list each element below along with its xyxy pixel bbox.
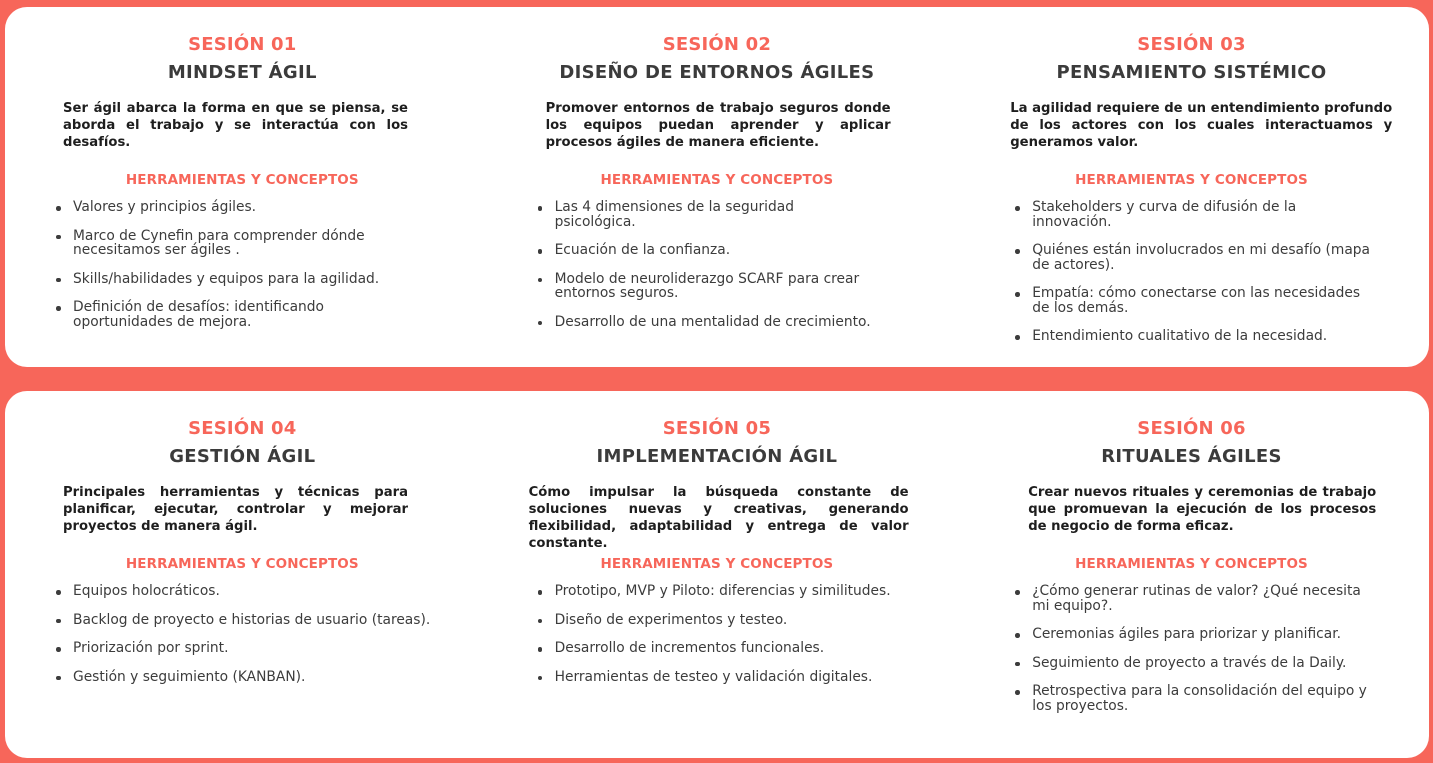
list-item: Herramientas de testeo y validación digitales. [538,670,898,685]
session-title: DISEÑO DE ENTORNOS ÁGILES [559,62,875,83]
list-item: Equipos holocráticos. [56,584,436,599]
concept-list [56,200,396,343]
list-item: Prototipo, MVP y Piloto: diferencias y similitudes. [538,584,898,599]
session-number: SESIÓN 02 [662,34,772,55]
concept-list [56,584,436,698]
session-card [954,391,1429,758]
session-title: PENSAMIENTO SISTÉMICO [1056,62,1327,83]
session-description: Promover entornos de trabajo seguros donde los equipos puedan aprender y aplicar procesos ágiles de manera eficiente. [545,101,891,150]
tools-heading: HERRAMIENTAS Y CONCEPTOS [125,172,359,188]
list-item: Priorización por sprint. [56,641,436,656]
list-item: Seguimiento de proyecto a través de la Daily. [1015,656,1370,671]
session-number: SESIÓN 01 [188,34,297,55]
tools-heading: HERRAMIENTAS Y CONCEPTOS [1075,172,1308,188]
session-number: SESIÓN 05 [662,418,772,439]
session-card [5,391,480,758]
list-item: Skills/habilidades y equipos para la agilidad. [56,272,396,287]
session-description: Cómo impulsar la búsqueda constante de soluciones nuevas y creativas, generando flexibilidad, adaptabilidad y entrega de valor constante. [528,485,909,551]
list-item: Definición de desafíos: identificando oportunidades de mejora. [56,300,396,329]
list-item: Las 4 dimensiones de la seguridad psicológica. [538,200,878,229]
list-item: ¿Cómo generar rutinas de valor? ¿Qué necesita mi equipo?. [1015,584,1370,613]
session-description: Principales herramientas y técnicas para planificar, ejecutar, controlar y mejorar proyectos de manera ágil. [63,485,408,534]
session-description: La agilidad requiere de un entendimiento profundo de los actores con los cuales interactuamos y generamos valor. [1010,101,1393,150]
session-card [480,391,955,758]
concept-list [1015,200,1370,358]
list-item: Quiénes están involucrados en mi desafío (mapa de actores). [1015,243,1370,272]
list-item: Modelo de neuroliderazgo SCARF para crear entornos seguros. [538,272,878,301]
session-number: SESIÓN 04 [188,418,297,439]
list-item: Valores y principios ágiles. [56,200,396,215]
list-item: Diseño de experimentos y testeo. [538,613,898,628]
list-item: Marco de Cynefin para comprender dónde necesitamos ser ágiles . [56,229,396,258]
session-card [480,7,955,367]
session-description: Crear nuevos rituales y ceremonias de trabajo que promuevan la ejecución de los procesos de negocio de forma eficaz. [1028,485,1377,534]
session-description: Ser ágil abarca la forma en que se piensa, se aborda el trabajo y se interactúa con los desafíos. [63,101,408,150]
session-number: SESIÓN 03 [1137,34,1246,55]
session-card [5,7,480,367]
concept-list [538,584,898,698]
session-title: MINDSET ÁGIL [167,62,317,83]
list-item: Ceremonias ágiles para priorizar y planificar. [1015,627,1370,642]
tools-heading: HERRAMIENTAS Y CONCEPTOS [125,556,359,572]
list-item: Gestión y seguimiento (KANBAN). [56,670,436,685]
list-item: Retrospectiva para la consolidación del equipo y los proyectos. [1015,684,1370,713]
tools-heading: HERRAMIENTAS Y CONCEPTOS [600,172,834,188]
concept-list [538,200,878,343]
list-item: Ecuación de la confianza. [538,243,878,258]
list-item: Desarrollo de incrementos funcionales. [538,641,898,656]
session-title: RITUALES ÁGILES [1101,446,1282,467]
session-card [954,7,1429,367]
tools-heading: HERRAMIENTAS Y CONCEPTOS [600,556,834,572]
session-title: GESTIÓN ÁGIL [169,446,316,467]
list-item: Backlog de proyecto e historias de usuario (tareas). [56,613,436,628]
concept-list [1015,584,1370,727]
sessions-panel-top [5,7,1429,367]
tools-heading: HERRAMIENTAS Y CONCEPTOS [1075,556,1308,572]
list-item: Empatía: cómo conectarse con las necesidades de los demás. [1015,286,1370,315]
list-item: Entendimiento cualitativo de la necesidad. [1015,329,1370,344]
list-item: Desarrollo de una mentalidad de crecimiento. [538,315,878,330]
sessions-panel-bottom [5,391,1429,758]
session-title: IMPLEMENTACIÓN ÁGIL [596,446,838,467]
list-item: Stakeholders y curva de difusión de la innovación. [1015,200,1370,229]
session-number: SESIÓN 06 [1137,418,1246,439]
